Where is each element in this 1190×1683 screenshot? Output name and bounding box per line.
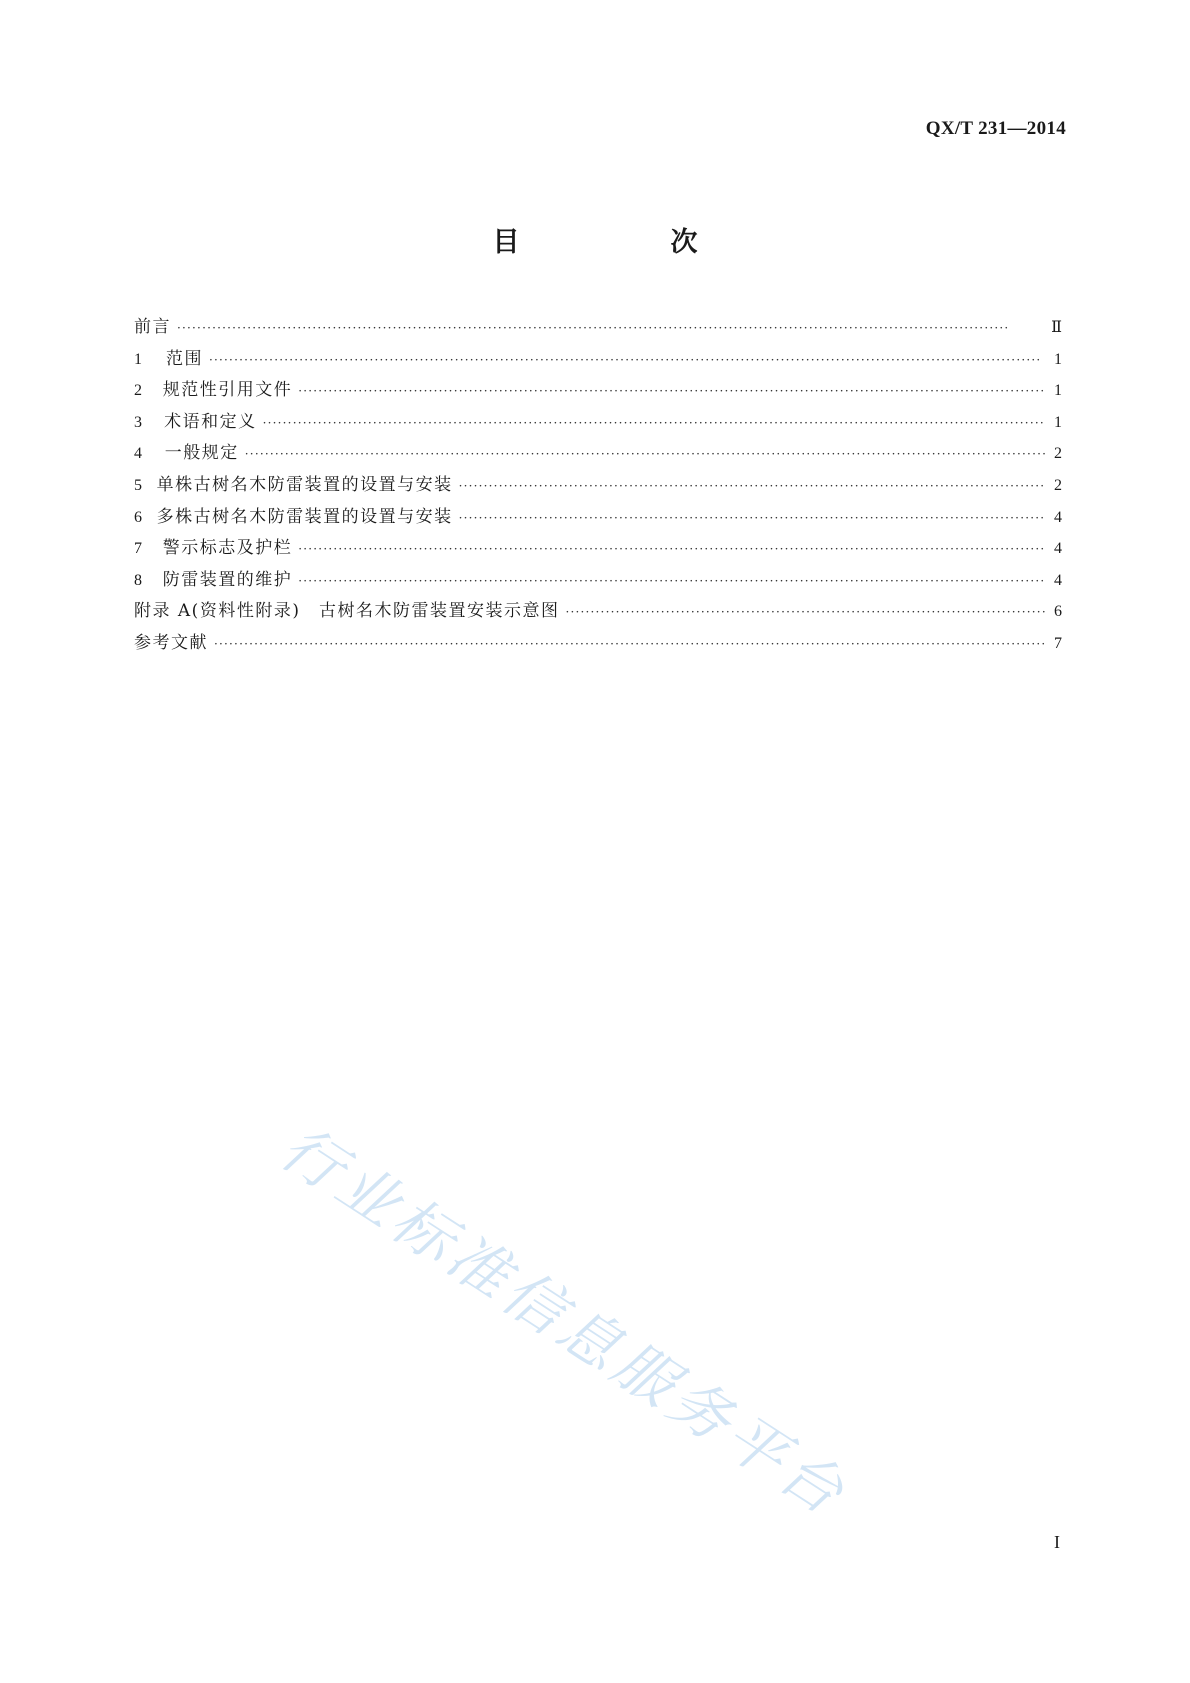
toc-entry-number: 7 [134,540,142,558]
toc-dot-leader [245,447,1046,461]
toc-entry-general-provisions[interactable] [134,438,1062,470]
toc-entry-warning-signs[interactable] [134,533,1062,565]
table-of-contents [134,312,1062,660]
toc-entry-foreword[interactable] [134,312,1062,344]
toc-entry-label: 范围 [166,348,203,369]
toc-dot-leader [298,384,1046,398]
toc-entry-scope[interactable] [134,344,1062,376]
watermark-text: 行业标准信息服务平台 [268,1112,860,1532]
toc-entry-maintenance[interactable] [134,565,1062,597]
toc-dot-leader [298,542,1046,556]
toc-entry-page: 1 [1054,382,1062,400]
toc-entry-multiple-trees[interactable] [134,502,1062,534]
toc-dot-leader [459,479,1046,493]
toc-entry-page: 4 [1054,508,1062,526]
toc-dot-leader [263,416,1046,430]
toc-dot-leader [209,353,1046,367]
toc-entry-page: 4 [1054,540,1062,558]
toc-entry-page: 6 [1054,603,1062,621]
toc-dot-leader [459,511,1046,525]
toc-entry-page: Ⅱ [1051,319,1062,336]
toc-entry-label: 单株古树名木防雷装置的设置与安装 [156,474,453,495]
toc-dot-leader [177,321,1046,335]
toc-entry-label: 术语和定义 [164,411,257,432]
toc-entry-label: 附录 A(资料性附录) 古树名木防雷装置安装示意图 [134,601,560,622]
toc-entry-single-tree[interactable] [134,470,1062,502]
toc-entry-number: 1 [134,350,142,368]
toc-entry-page: 2 [1054,445,1062,463]
toc-dot-leader [214,637,1046,651]
toc-entry-page: 2 [1054,476,1062,494]
toc-entry-number: 8 [134,571,142,589]
toc-entry-number: 6 [134,508,142,526]
toc-entry-label: 多株古树名木防雷装置的设置与安装 [156,506,453,527]
toc-entry-bibliography[interactable] [134,628,1062,660]
toc-entry-label: 警示标志及护栏 [162,538,293,559]
toc-entry-number: 3 [134,413,142,431]
toc-entry-appendix-a[interactable] [134,596,1062,628]
toc-entry-page: 4 [1054,571,1062,589]
standard-code: QX/T 231—2014 [925,118,1066,139]
toc-entry-normative-references[interactable] [134,375,1062,407]
toc-entry-page: 7 [1054,634,1062,652]
toc-entry-number: 2 [134,382,142,400]
toc-entry-label: 前言 [134,317,171,337]
toc-entry-label: 规范性引用文件 [162,380,293,401]
toc-entry-label: 参考文献 [134,632,208,653]
page-number: I [1054,1532,1060,1552]
toc-entry-page: 1 [1054,350,1062,368]
toc-entry-terms-definitions[interactable] [134,407,1062,439]
toc-entry-label: 一般规定 [164,443,239,464]
toc-entry-label: 防雷装置的维护 [162,569,293,590]
page-title: 目 次 [492,227,760,258]
toc-dot-leader [298,574,1046,588]
toc-entry-number: 5 [134,476,142,494]
toc-entry-number: 4 [134,445,142,463]
toc-entry-page: 1 [1054,413,1062,431]
toc-dot-leader [565,605,1046,619]
